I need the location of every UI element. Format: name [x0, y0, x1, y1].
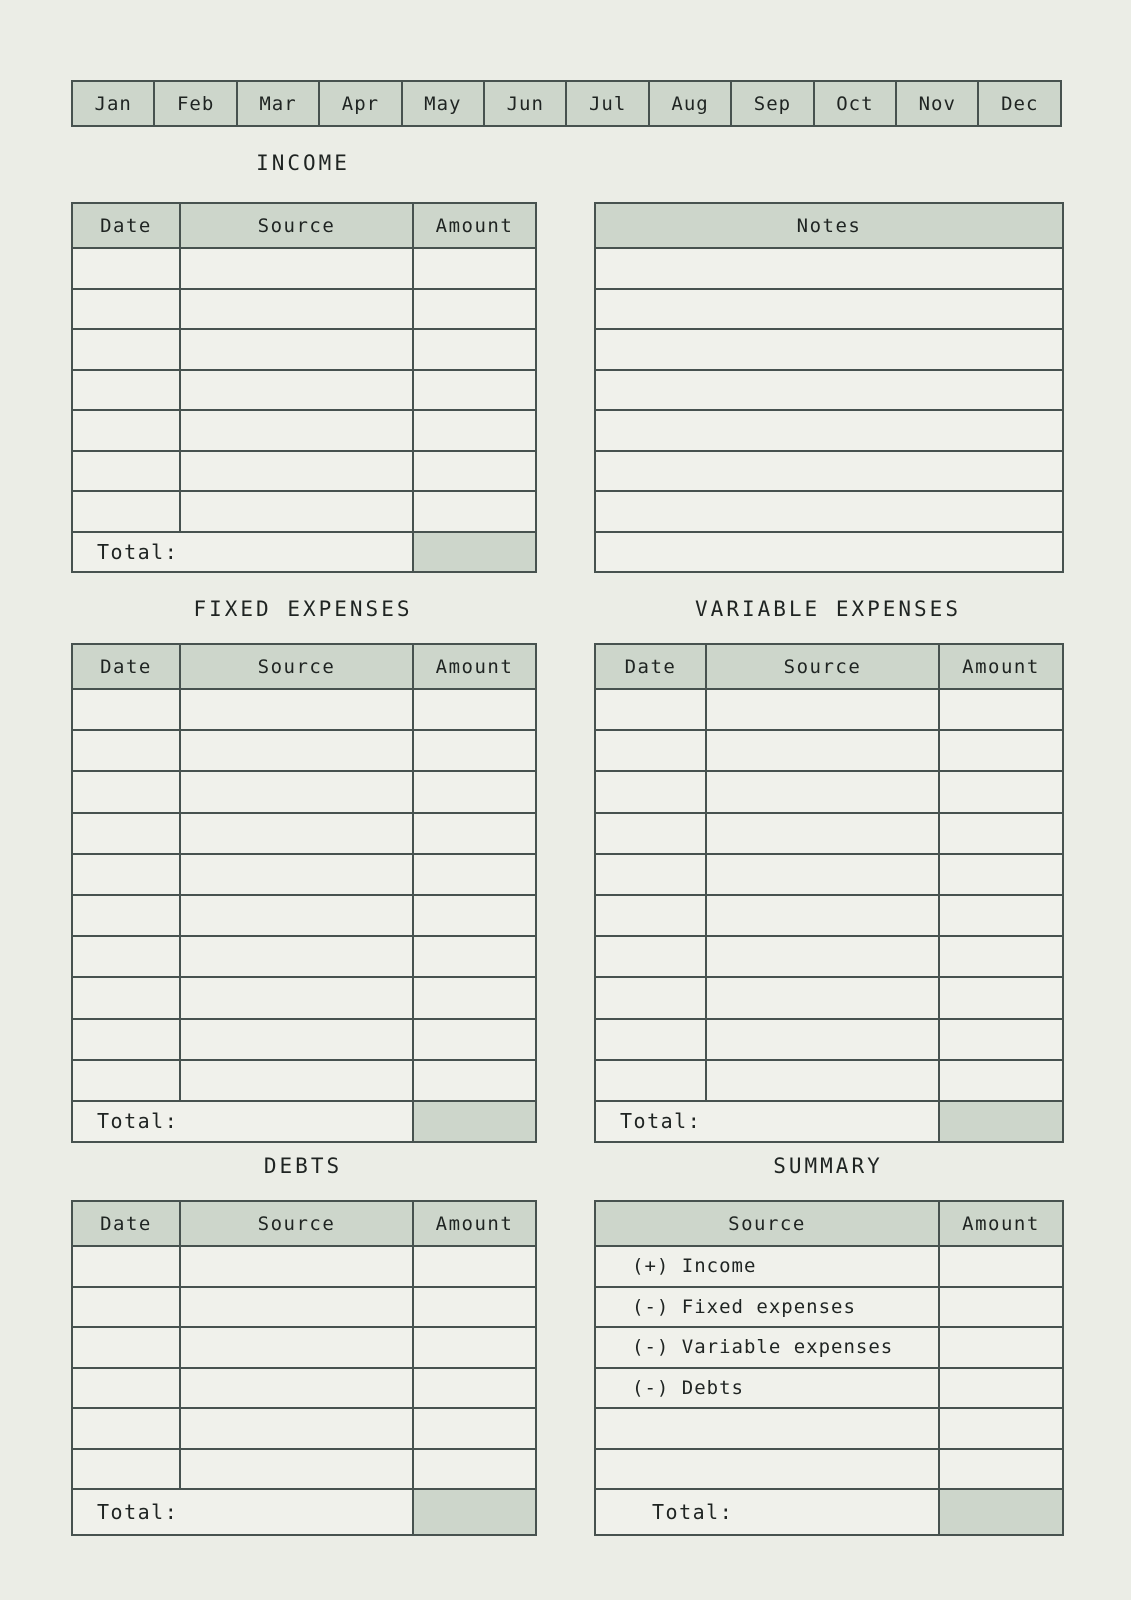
empty-cell	[939, 1019, 1063, 1060]
empty-cell	[72, 370, 180, 411]
summary-total-row	[595, 1489, 1063, 1535]
month-cell-may: May	[402, 81, 484, 126]
empty-cell	[939, 936, 1063, 977]
empty-cell	[595, 1449, 939, 1490]
empty-cell	[413, 1408, 536, 1449]
table-row	[595, 248, 1063, 289]
empty-cell	[180, 1449, 413, 1490]
empty-cell	[706, 936, 939, 977]
empty-cell	[706, 730, 939, 771]
summary-line-fixed-expenses: (-) Fixed expenses	[595, 1287, 939, 1328]
income-table	[71, 202, 537, 573]
empty-cell	[180, 410, 413, 451]
empty-cell	[595, 813, 706, 854]
month-cell-mar: Mar	[237, 81, 319, 126]
empty-cell	[180, 1327, 413, 1368]
empty-cell	[72, 730, 180, 771]
table-row	[72, 895, 536, 936]
empty-cell	[72, 1246, 180, 1287]
summary-row-debts	[595, 1368, 1063, 1409]
empty-cell	[72, 689, 180, 730]
empty-cell	[72, 936, 180, 977]
table-row	[595, 813, 1063, 854]
fixed-expenses-total-row	[72, 1101, 536, 1142]
table-row	[72, 977, 536, 1018]
empty-cell	[413, 1368, 536, 1409]
empty-cell	[595, 410, 1063, 451]
empty-cell	[413, 936, 536, 977]
empty-cell	[72, 854, 180, 895]
month-bar	[71, 80, 1062, 127]
table-row	[595, 370, 1063, 411]
month-cell-oct: Oct	[814, 81, 896, 126]
empty-cell	[180, 370, 413, 411]
table-row	[72, 491, 536, 532]
empty-cell	[939, 854, 1063, 895]
empty-cell	[72, 289, 180, 330]
empty-cell	[595, 370, 1063, 411]
table-row	[595, 329, 1063, 370]
total-label: Total:	[595, 1489, 939, 1535]
empty-cell	[706, 1060, 939, 1101]
table-row	[595, 771, 1063, 812]
table-row	[595, 1408, 1063, 1449]
empty-cell	[413, 730, 536, 771]
debts-total-row	[72, 1489, 536, 1535]
empty-cell	[72, 1408, 180, 1449]
table-row	[72, 936, 536, 977]
table-row	[72, 451, 536, 492]
empty-cell	[180, 771, 413, 812]
empty-cell	[72, 771, 180, 812]
empty-cell	[595, 451, 1063, 492]
empty-cell	[595, 491, 1063, 532]
empty-cell	[180, 1060, 413, 1101]
empty-cell	[939, 1060, 1063, 1101]
table-row	[72, 730, 536, 771]
empty-cell	[180, 289, 413, 330]
empty-cell	[939, 771, 1063, 812]
debts-header-row	[72, 1201, 536, 1246]
section-title-summary: SUMMARY	[773, 1154, 883, 1178]
column-header-date: Date	[72, 203, 180, 248]
table-row	[72, 854, 536, 895]
empty-cell	[939, 1368, 1063, 1409]
empty-cell	[595, 289, 1063, 330]
total-label: Total:	[72, 1101, 413, 1142]
empty-cell	[595, 329, 1063, 370]
column-header-source: Source	[706, 644, 939, 689]
table-row	[72, 1287, 536, 1328]
summary-line-variable-expenses: (-) Variable expenses	[595, 1327, 939, 1368]
total-amount-cell	[413, 1489, 536, 1535]
table-row	[595, 895, 1063, 936]
summary-header-row	[595, 1201, 1063, 1246]
table-row	[72, 370, 536, 411]
table-row	[72, 1019, 536, 1060]
empty-cell	[706, 977, 939, 1018]
empty-cell	[706, 813, 939, 854]
empty-cell	[180, 854, 413, 895]
empty-cell	[180, 491, 413, 532]
total-amount-cell	[939, 1101, 1063, 1142]
empty-cell	[939, 977, 1063, 1018]
debts-table	[71, 1200, 537, 1536]
empty-cell	[413, 329, 536, 370]
table-row	[595, 1019, 1063, 1060]
empty-cell	[413, 248, 536, 289]
table-row	[72, 1449, 536, 1490]
table-row	[595, 1060, 1063, 1101]
fixed-expenses-header-row	[72, 644, 536, 689]
empty-cell	[413, 977, 536, 1018]
empty-cell	[706, 771, 939, 812]
empty-cell	[72, 491, 180, 532]
month-cell-sep: Sep	[731, 81, 813, 126]
empty-cell	[413, 854, 536, 895]
column-header-amount: Amount	[413, 203, 536, 248]
month-cell-dec: Dec	[978, 81, 1061, 126]
total-label: Total:	[595, 1101, 939, 1142]
empty-cell	[413, 451, 536, 492]
month-cell-aug: Aug	[649, 81, 731, 126]
column-header-source: Source	[595, 1201, 939, 1246]
column-header-amount: Amount	[939, 644, 1063, 689]
empty-cell	[706, 854, 939, 895]
empty-cell	[595, 248, 1063, 289]
empty-cell	[180, 895, 413, 936]
column-header-amount: Amount	[413, 644, 536, 689]
empty-cell	[180, 248, 413, 289]
total-label: Total:	[72, 532, 413, 573]
fixed-expenses-table	[71, 643, 537, 1143]
total-amount-cell	[939, 1489, 1063, 1535]
notes-header-row	[595, 203, 1063, 248]
empty-cell	[413, 1327, 536, 1368]
table-row	[72, 1368, 536, 1409]
empty-cell	[72, 1019, 180, 1060]
empty-cell	[413, 689, 536, 730]
section-title-debts: DEBTS	[263, 1154, 343, 1178]
empty-cell	[413, 1060, 536, 1101]
empty-cell	[595, 977, 706, 1018]
table-row	[595, 451, 1063, 492]
empty-cell	[72, 1449, 180, 1490]
empty-cell	[180, 1408, 413, 1449]
empty-cell	[72, 248, 180, 289]
table-row	[595, 410, 1063, 451]
column-header-date: Date	[72, 644, 180, 689]
empty-cell	[72, 410, 180, 451]
empty-cell	[939, 813, 1063, 854]
empty-cell	[706, 689, 939, 730]
empty-cell	[72, 1060, 180, 1101]
month-cell-jul: Jul	[566, 81, 648, 126]
empty-cell	[72, 1327, 180, 1368]
table-row	[72, 410, 536, 451]
table-row	[72, 771, 536, 812]
empty-cell	[180, 977, 413, 1018]
empty-cell	[413, 289, 536, 330]
month-cell-feb: Feb	[154, 81, 236, 126]
table-row	[595, 689, 1063, 730]
empty-cell	[595, 771, 706, 812]
income-total-row	[72, 532, 536, 573]
column-header-notes: Notes	[595, 203, 1063, 248]
table-row	[72, 1408, 536, 1449]
empty-cell	[180, 1368, 413, 1409]
table-row	[595, 532, 1063, 573]
column-header-source: Source	[180, 644, 413, 689]
variable-expenses-total-row	[595, 1101, 1063, 1142]
empty-cell	[706, 1019, 939, 1060]
empty-cell	[72, 813, 180, 854]
total-amount-cell	[413, 532, 536, 573]
table-row	[72, 1327, 536, 1368]
table-row	[595, 491, 1063, 532]
month-cell-nov: Nov	[896, 81, 978, 126]
column-header-amount: Amount	[939, 1201, 1063, 1246]
empty-cell	[413, 895, 536, 936]
table-row	[72, 689, 536, 730]
table-row	[595, 289, 1063, 330]
empty-cell	[413, 410, 536, 451]
empty-cell	[939, 689, 1063, 730]
empty-cell	[939, 1287, 1063, 1328]
empty-cell	[939, 1408, 1063, 1449]
table-row	[72, 1246, 536, 1287]
empty-cell	[180, 451, 413, 492]
empty-cell	[413, 1287, 536, 1328]
empty-cell	[939, 1246, 1063, 1287]
empty-cell	[595, 730, 706, 771]
empty-cell	[595, 1019, 706, 1060]
table-row	[72, 813, 536, 854]
summary-row-income	[595, 1246, 1063, 1287]
empty-cell	[413, 370, 536, 411]
summary-row-fixed-expenses	[595, 1287, 1063, 1328]
summary-row-variable-expenses	[595, 1327, 1063, 1368]
empty-cell	[595, 1408, 939, 1449]
variable-expenses-header-row	[595, 644, 1063, 689]
empty-cell	[72, 895, 180, 936]
empty-cell	[595, 689, 706, 730]
empty-cell	[939, 730, 1063, 771]
summary-line-debts: (-) Debts	[595, 1368, 939, 1409]
section-title-variable-expenses: VARIABLE EXPENSES	[695, 597, 961, 621]
column-header-source: Source	[180, 1201, 413, 1246]
month-row	[72, 81, 1061, 126]
empty-cell	[595, 895, 706, 936]
total-amount-cell	[413, 1101, 536, 1142]
column-header-date: Date	[72, 1201, 180, 1246]
empty-cell	[413, 1246, 536, 1287]
section-title-income: INCOME	[256, 151, 350, 175]
variable-expenses-table	[594, 643, 1064, 1143]
empty-cell	[180, 1019, 413, 1060]
empty-cell	[413, 491, 536, 532]
empty-cell	[180, 813, 413, 854]
empty-cell	[180, 730, 413, 771]
empty-cell	[595, 1060, 706, 1101]
table-row	[72, 329, 536, 370]
empty-cell	[939, 895, 1063, 936]
empty-cell	[413, 771, 536, 812]
month-cell-jun: Jun	[484, 81, 566, 126]
empty-cell	[595, 854, 706, 895]
column-header-amount: Amount	[413, 1201, 536, 1246]
table-row	[72, 248, 536, 289]
table-row	[595, 854, 1063, 895]
empty-cell	[180, 1287, 413, 1328]
empty-cell	[413, 1019, 536, 1060]
month-cell-jan: Jan	[72, 81, 154, 126]
column-header-source: Source	[180, 203, 413, 248]
empty-cell	[72, 1368, 180, 1409]
summary-table	[594, 1200, 1064, 1536]
empty-cell	[180, 1246, 413, 1287]
empty-cell	[180, 689, 413, 730]
empty-cell	[595, 936, 706, 977]
empty-cell	[180, 936, 413, 977]
empty-cell	[180, 329, 413, 370]
summary-line-income: (+) Income	[595, 1246, 939, 1287]
table-row	[595, 730, 1063, 771]
empty-cell	[939, 1327, 1063, 1368]
table-row	[595, 977, 1063, 1018]
notes-table	[594, 202, 1064, 573]
table-row	[595, 936, 1063, 977]
total-label: Total:	[72, 1489, 413, 1535]
income-header-row	[72, 203, 536, 248]
empty-cell	[413, 813, 536, 854]
empty-cell	[939, 1449, 1063, 1490]
empty-cell	[72, 977, 180, 1018]
table-row	[72, 1060, 536, 1101]
empty-cell	[706, 895, 939, 936]
empty-cell	[595, 532, 1063, 573]
empty-cell	[72, 329, 180, 370]
section-title-fixed-expenses: FIXED EXPENSES	[193, 597, 413, 621]
empty-cell	[413, 1449, 536, 1490]
empty-cell	[72, 451, 180, 492]
column-header-date: Date	[595, 644, 706, 689]
table-row	[72, 289, 536, 330]
empty-cell	[72, 1287, 180, 1328]
month-cell-apr: Apr	[319, 81, 401, 126]
table-row	[595, 1449, 1063, 1490]
